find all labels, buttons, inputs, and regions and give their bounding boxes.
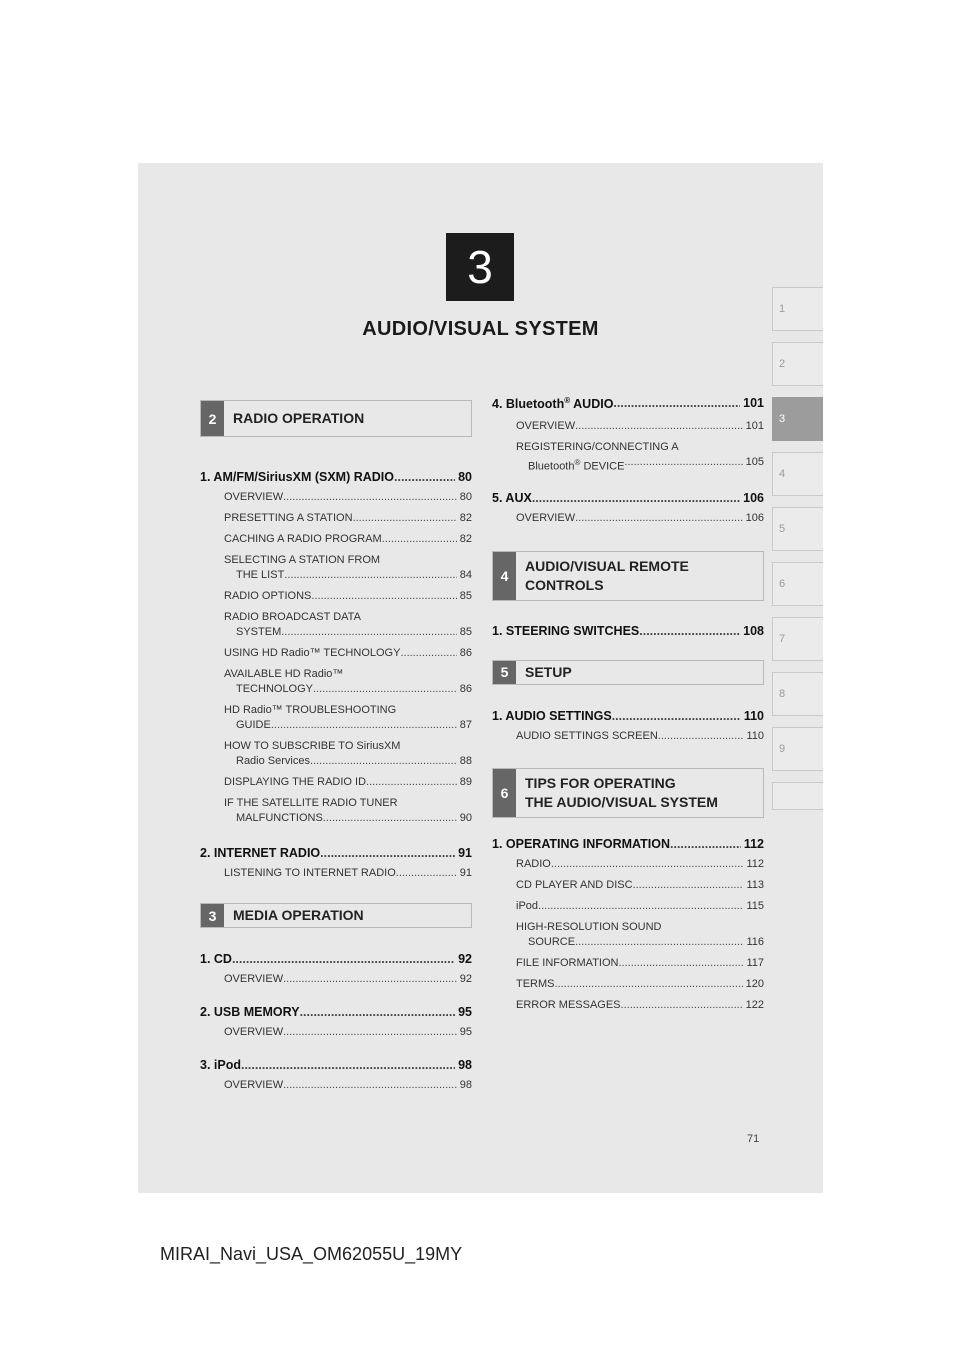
toc-subentry[interactable]: ERROR MESSAGES ..... 122 (516, 998, 764, 1013)
toc-subentry[interactable]: LISTENING TO INTERNET RADIO ..... 91 (224, 866, 472, 881)
toc-subentry[interactable]: OVERVIEW ..... 101 (516, 419, 764, 434)
toc-entry-usb-memory[interactable]: 2. USB MEMORY ..... 95 (200, 1005, 472, 1019)
toc-right-column (492, 396, 764, 1013)
toc-subentry[interactable]: CD PLAYER AND DISC ..... 113 (516, 878, 764, 893)
chapter-tab-2[interactable]: 2 (772, 342, 823, 386)
toc-subentry[interactable]: TERMS ..... 120 (516, 977, 764, 992)
toc-subentry[interactable]: SELECTING A STATION FROM THE LIST ..... 84 (224, 553, 472, 583)
section-number: 2 (201, 401, 224, 436)
chapter-number-box (446, 233, 514, 301)
section-title: TIPS FOR OPERATING THE AUDIO/VISUAL SYSTEM (525, 774, 718, 810)
section-number: 4 (493, 552, 516, 600)
chapter-tab-8[interactable]: 8 (772, 672, 823, 716)
toc-subentry[interactable]: OVERVIEW ..... 98 (224, 1078, 472, 1093)
chapter-tab-5[interactable]: 5 (772, 507, 823, 551)
section-header-av-remote-controls (492, 551, 764, 601)
section-number: 3 (201, 904, 224, 927)
toc-subentry[interactable]: RADIO BROADCAST DATA SYSTEM ..... 85 (224, 610, 472, 640)
section-header-radio-operation (200, 400, 472, 437)
toc-subentry[interactable]: DISPLAYING THE RADIO ID ..... 89 (224, 775, 472, 790)
toc-subentry[interactable]: OVERVIEW ..... 106 (516, 511, 764, 526)
chapter-tab-4[interactable]: 4 (772, 452, 823, 496)
toc-subentry[interactable]: PRESETTING A STATION ..... 82 (224, 511, 472, 526)
toc-subentry[interactable]: HOW TO SUBSCRIBE TO SiriusXM Radio Services ..... 88 (224, 739, 472, 769)
toc-subentry[interactable]: CACHING A RADIO PROGRAM ..... 82 (224, 532, 472, 547)
toc-entry-audio-settings[interactable]: 1. AUDIO SETTINGS ..... 110 (492, 709, 764, 723)
toc-subentry[interactable]: OVERVIEW ..... 92 (224, 972, 472, 987)
toc-subentry[interactable]: AUDIO SETTINGS SCREEN ..... 110 (516, 729, 764, 744)
toc-subentry[interactable]: OVERVIEW ..... 80 (224, 490, 472, 505)
chapter-title: AUDIO/VISUAL SYSTEM (362, 318, 599, 340)
chapter-tab-blank (772, 782, 823, 810)
toc-entry-operating-information[interactable]: 1. OPERATING INFORMATION ..... 112 (492, 837, 764, 851)
toc-subentry[interactable]: OVERVIEW ..... 95 (224, 1025, 472, 1040)
toc-entry-radio[interactable]: 1. AM/FM/SiriusXM (SXM) RADIO ..... 80 (200, 470, 472, 484)
section-header-media-operation (200, 903, 472, 928)
section-number: 6 (493, 769, 516, 817)
chapter-number: 3 (467, 241, 493, 293)
chapter-tabs (772, 287, 823, 821)
section-header-tips (492, 768, 764, 818)
toc-subentry[interactable]: iPod ..... 115 (516, 899, 764, 914)
toc-subentry[interactable]: REGISTERING/CONNECTING A Bluetooth® DEVICE ..... 105 (516, 440, 764, 475)
toc-subentry[interactable]: HD Radio™ TROUBLESHOOTING GUIDE ..... 87 (224, 703, 472, 733)
toc-subentry[interactable]: HIGH-RESOLUTION SOUND SOURCE ..... 116 (516, 920, 764, 950)
section-title: SETUP (525, 663, 572, 680)
toc-subentry[interactable]: RADIO OPTIONS ..... 85 (224, 589, 472, 604)
toc-entry-ipod[interactable]: 3. iPod ..... 98 (200, 1058, 472, 1072)
toc-subentry[interactable]: IF THE SATELLITE RADIO TUNER MALFUNCTIONS ..... 90 (224, 796, 472, 826)
document-footer: MIRAI_Navi_USA_OM62055U_19MY (160, 1244, 463, 1264)
toc-subentry[interactable]: AVAILABLE HD Radio™ TECHNOLOGY ..... 86 (224, 667, 472, 697)
chapter-tab-1[interactable]: 1 (772, 287, 823, 331)
toc-entry-bluetooth-audio[interactable]: 4. Bluetooth® AUDIO ..... 101 (492, 396, 764, 411)
section-title: AUDIO/VISUAL REMOTE CONTROLS (525, 557, 689, 593)
toc-subentry[interactable]: USING HD Radio™ TECHNOLOGY ..... 86 (224, 646, 472, 661)
toc-subentry[interactable]: FILE INFORMATION ..... 117 (516, 956, 764, 971)
section-title: MEDIA OPERATION (233, 907, 364, 923)
section-title: RADIO OPERATION (233, 410, 365, 426)
chapter-tab-3[interactable]: 3 (772, 397, 823, 441)
chapter-tab-9[interactable]: 9 (772, 727, 823, 771)
toc-subentry[interactable]: RADIO ..... 112 (516, 857, 764, 872)
section-header-setup (492, 660, 764, 685)
page-number: 71 (747, 1133, 760, 1145)
toc-left-column (200, 400, 490, 1093)
toc-entry-steering-switches[interactable]: 1. STEERING SWITCHES ..... 108 (492, 624, 764, 638)
section-number: 5 (493, 661, 516, 684)
chapter-tab-6[interactable]: 6 (772, 562, 823, 606)
chapter-tab-7[interactable]: 7 (772, 617, 823, 661)
toc-entry-internet-radio[interactable]: 2. INTERNET RADIO ..... 91 (200, 846, 472, 860)
toc-entry-aux[interactable]: 5. AUX ..... 106 (492, 491, 764, 505)
toc-entry-cd[interactable]: 1. CD ..... 92 (200, 952, 472, 966)
